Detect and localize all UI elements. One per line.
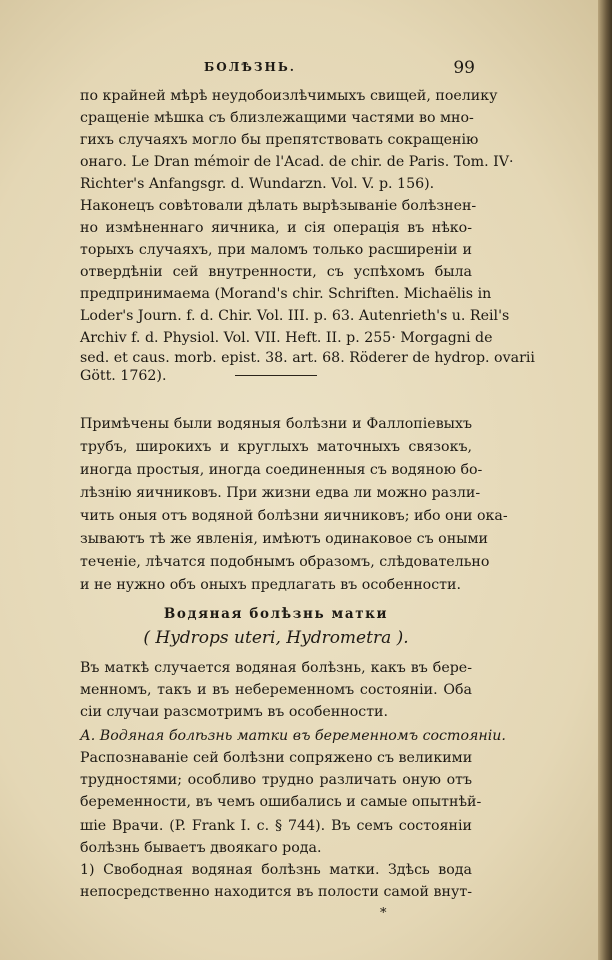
section-heading: Водяная болѣзнь матки xyxy=(163,606,389,622)
page-number: 99 xyxy=(453,58,475,78)
text-line: А. Водяная болѣзнь матки въ беременномъ состояніи. xyxy=(80,728,506,744)
text-line: Примѣчены были водяныя болѣзни и Фаллопіевыхъ xyxy=(80,416,472,432)
text-line: гихъ случаяхъ могло бы препятствовать сокращенію xyxy=(80,132,479,148)
text-line: отвердѣніи сей внутренности, съ успѣхомъ была xyxy=(80,264,472,280)
text-line: Richter's Anfangsgr. d. Wundarzn. Vol. V. p. 156). xyxy=(80,176,435,192)
text-line: сіи случаи разсмотримъ въ особенности. xyxy=(80,704,389,720)
text-line: но измѣненнаго яичника, и сія операція въ нѣко- xyxy=(80,220,472,236)
text-line: лѣзнію яичниковъ. При жизни едва ли можно разли- xyxy=(80,485,481,501)
text-line: и не нужно объ оныхъ предлагать въ особенности. xyxy=(80,577,461,593)
text-line: непосредственно находится въ полости самой внут- xyxy=(80,884,472,900)
text-line: Наконецъ совѣтовали дѣлать вырѣзываніе болѣзнен- xyxy=(80,198,477,214)
text-line: иногда простыя, иногда соединенныя съ водяною бо- xyxy=(80,462,483,478)
text-line: теченіе, лѣчатся подобнымъ образомъ, слѣдовательно xyxy=(80,554,490,570)
text-line: менномъ, такъ и въ небеременномъ состояніи. Оба xyxy=(80,682,472,698)
text-line: болѣзнь бываетъ двоякаго рода. xyxy=(80,840,322,856)
text-line: трудностями; особливо трудно различать оную отъ xyxy=(80,772,472,788)
text-line: трубъ, широкихъ и круглыхъ маточныхъ связокъ, xyxy=(80,439,472,455)
text-line: Loder's Journ. f. d. Chir. Vol. III. p. 63. Autenrieth's u. Reil's xyxy=(80,308,510,324)
section-subheading: ( Hydrops uteri, Hydrometra ). xyxy=(143,628,409,648)
text-line: предпринимаема (Morand's chir. Schriften. Michaëlis in xyxy=(80,286,492,302)
text-line: по крайней мѣрѣ неудобоизлѣчимыхъ свищей, поелику xyxy=(80,88,498,104)
text-line: шіе Врачи. (P. Frank I. c. § 744). Въ семъ состояніи xyxy=(80,818,472,834)
book-spine-shadow xyxy=(598,0,612,960)
text-line: Archiv f. d. Physiol. Vol. VII. Heft. II. p. 255· Morgagni de xyxy=(80,330,493,346)
text-line: зываютъ тѣ же явленія, имѣютъ одинаковое съ оными xyxy=(80,531,488,547)
catchword-mark: * xyxy=(380,906,387,921)
text-line: 1) Свободная водяная болѣзнь матки. Здѣсь вода xyxy=(80,862,472,878)
text-line: чить оныя отъ водяной болѣзни яичниковъ; ибо они ока- xyxy=(80,508,508,524)
text-line: Распознаваніе сей болѣзни сопряжено съ великими xyxy=(80,750,473,766)
text-line: sed. et caus. morb. epist. 38. art. 68. Röderer de hydrop. ovarii xyxy=(80,350,535,366)
text-line: онаго. Le Dran mémoir de l'Acad. de chir. de Paris. Tom. IV· xyxy=(80,154,514,170)
page-header xyxy=(0,58,612,84)
text-line: сращеніе мѣшка съ близлежащими частями во мно- xyxy=(80,110,474,126)
text-line: торыхъ случаяхъ, при маломъ только расширеніи и xyxy=(80,242,472,258)
separator-rule xyxy=(235,375,317,376)
text-line: Въ маткѣ случается водяная болѣзнь, какъ въ бере- xyxy=(80,660,472,676)
text-line: Gött. 1762). xyxy=(80,368,167,384)
text-line: беременности, въ чемъ ошибались и самые опытнѣй- xyxy=(80,794,482,810)
running-head: БОЛѢЗНЬ. xyxy=(204,60,296,74)
